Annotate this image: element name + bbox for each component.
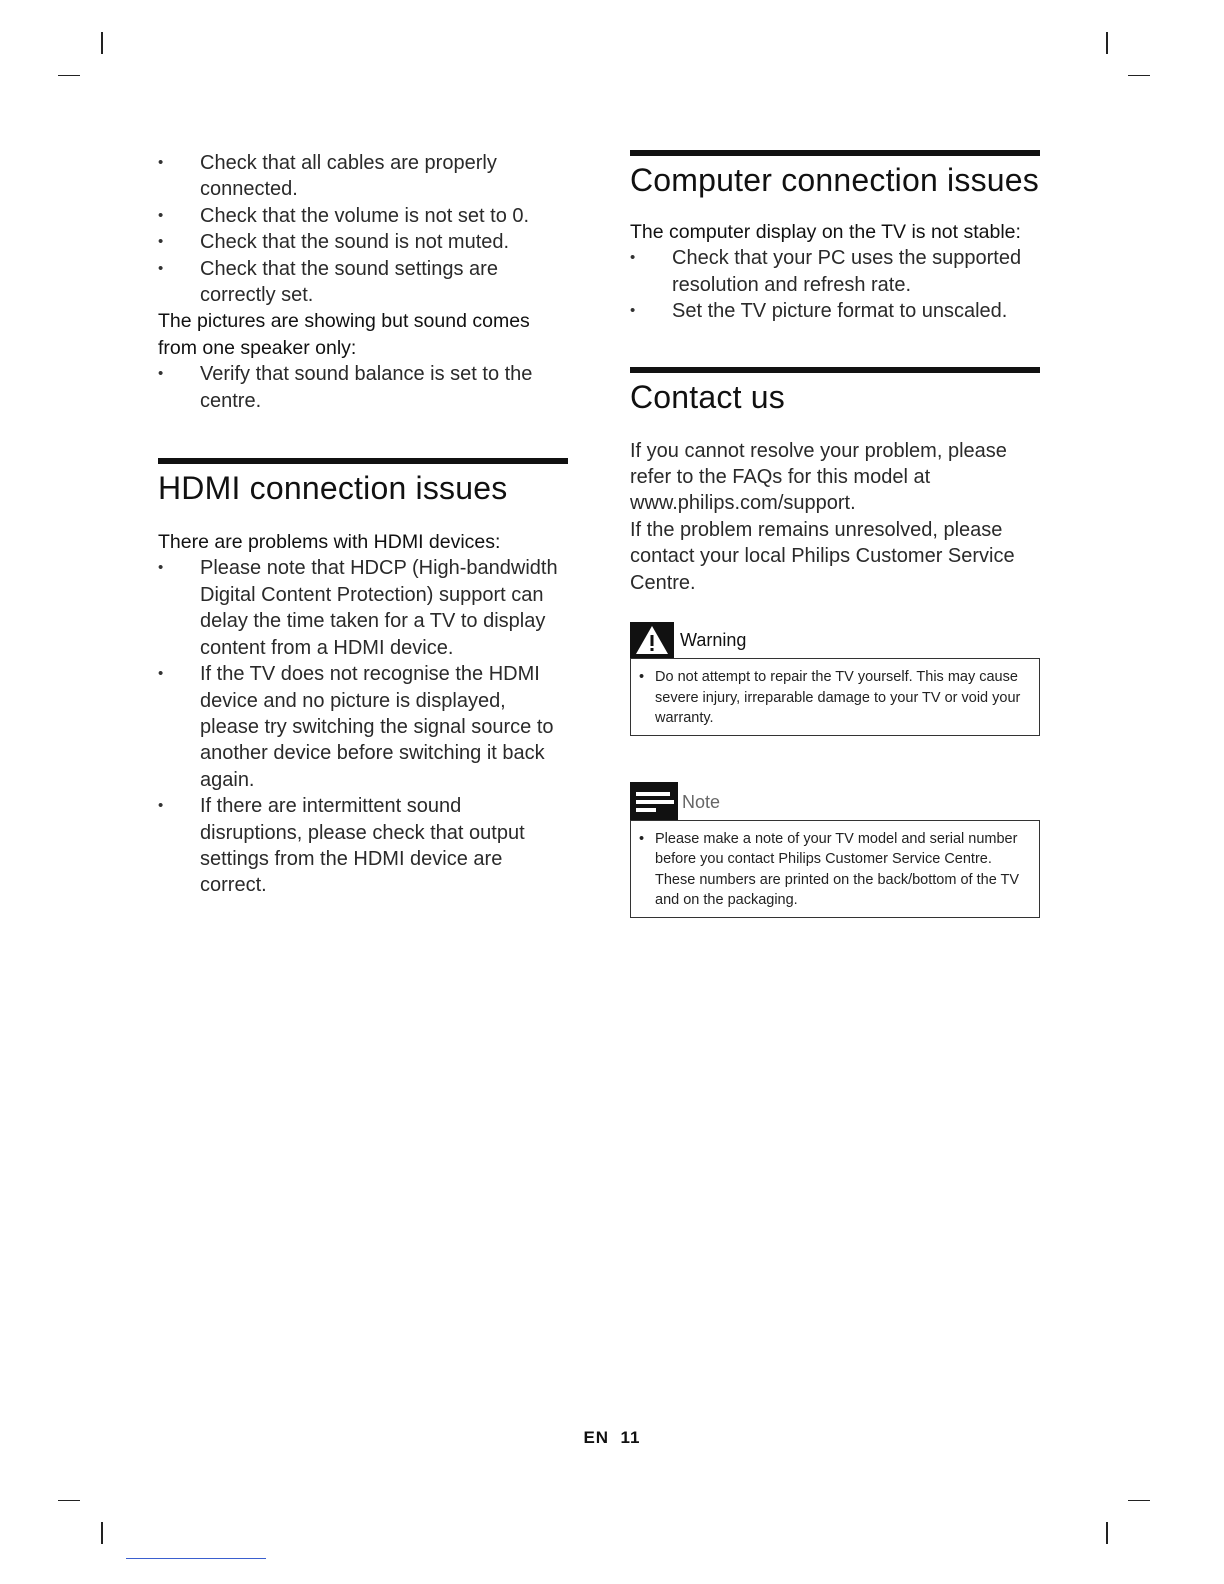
list-item: • Verify that sound balance is set to the centre. <box>158 361 568 414</box>
crop-mark <box>1128 75 1150 76</box>
crop-mark <box>58 1500 80 1501</box>
crop-mark <box>101 32 103 54</box>
right-column <box>630 150 1040 918</box>
crop-mark <box>1106 1522 1108 1544</box>
contact-paragraph: If the problem remains unresolved, please contact your local Philips Customer Service Centre. <box>630 518 1015 594</box>
crop-mark <box>1106 32 1108 54</box>
warning-text: • Do not attempt to repair the TV yourself. This may cause severe injury, irreparable damage to your TV or void your warranty. <box>639 667 1035 729</box>
list-item: • Check that all cables are properly connected. <box>158 150 568 203</box>
crop-mark <box>101 1522 103 1544</box>
list-item: • Check that your PC uses the supported resolution and refresh rate. <box>630 245 1040 298</box>
list-item: • If the TV does not recognise the HDMI device and no picture is displayed, please try switching the signal source to another device before switching it back again. <box>158 661 568 793</box>
note-box <box>630 820 1040 918</box>
warning-header <box>630 622 1040 658</box>
crop-mark <box>58 75 80 76</box>
list-item: • Please note that HDCP (High-bandwidth Digital Content Protection) support can delay the time taken for a TV to display content from a HDMI device. <box>158 555 568 661</box>
list-item: • Check that the volume is not set to 0. <box>158 203 568 229</box>
list-item: • Check that the sound is not muted. <box>158 229 568 255</box>
note-label: Note <box>682 791 721 812</box>
list-item: • If there are intermittent sound disruptions, please check that output settings from the HDMI device are correct. <box>158 793 568 899</box>
hdmi-subheading: There are problems with HDMI devices: <box>158 531 501 554</box>
contact-paragraph: If you cannot resolve your problem, please refer to the FAQs for this model at www.philips.com/support. <box>630 439 1007 515</box>
speaker-check-list <box>158 361 568 414</box>
list-item: • Set the TV picture format to unscaled. <box>630 298 1040 324</box>
computer-section-title: Computer connection issues <box>630 162 1039 198</box>
left-column <box>158 150 568 899</box>
computer-check-list <box>630 245 1040 324</box>
crop-mark <box>1128 1500 1150 1501</box>
note-text: • Please make a note of your TV model and serial number before you contact Philips Customer Service Centre. These numbers are printed on the back/bottom of the TV and on the packaging. <box>639 829 1035 911</box>
hdmi-section-title: HDMI connection issues <box>158 470 508 507</box>
page-number: EN 11 <box>583 1428 641 1447</box>
sound-check-list <box>158 150 568 308</box>
note-header <box>630 782 1040 820</box>
list-item: • Check that the sound settings are correctly set. <box>158 256 568 309</box>
computer-subheading: The computer display on the TV is not stable: <box>630 221 1021 243</box>
hdmi-check-list <box>158 555 568 898</box>
note-lines-icon <box>630 782 678 820</box>
warning-box <box>630 658 1040 736</box>
warning-triangle-icon <box>630 622 674 658</box>
contact-section-title: Contact us <box>630 378 785 415</box>
speaker-subheading: The pictures are showing but sound comes from one speaker only: <box>158 310 530 359</box>
warning-label: Warning <box>680 630 747 651</box>
footer-divider <box>126 1558 266 1559</box>
